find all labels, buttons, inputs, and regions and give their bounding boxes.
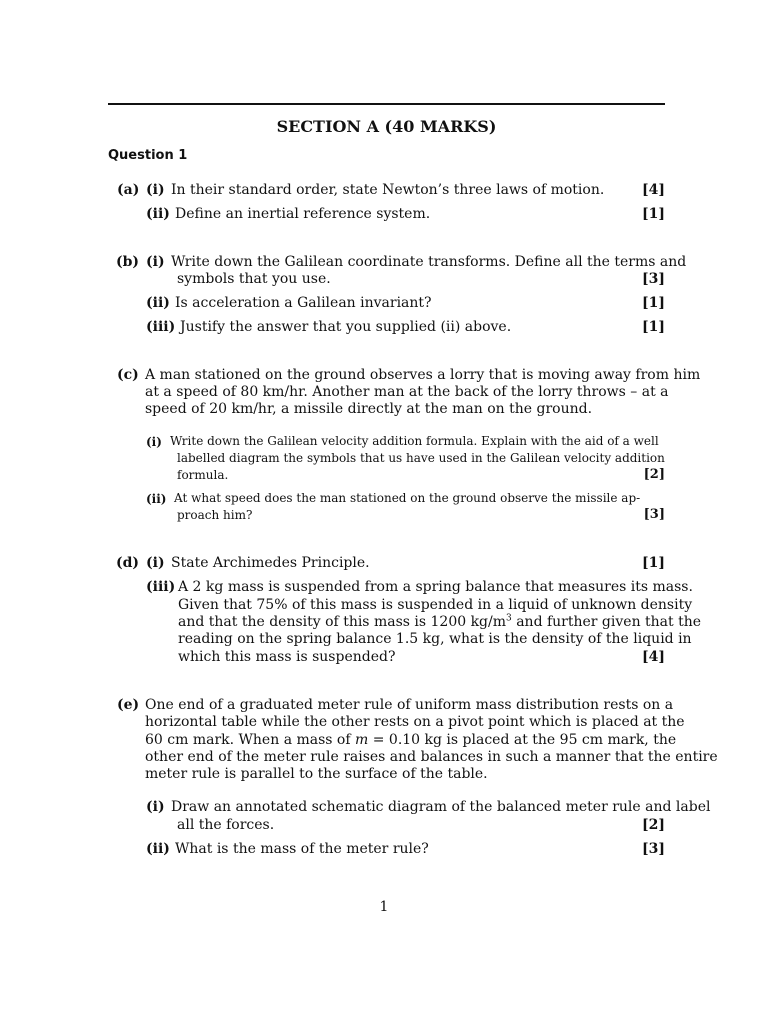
part-a-label: (a) <box>117 182 140 198</box>
part-d-iii-line5: which this mass is suspended? <box>178 649 396 665</box>
part-b-label: (b) <box>116 254 140 270</box>
part-c-i-line3: formula. <box>177 468 229 482</box>
part-c-ii-line1: At what speed does the man stationed on the ground observe the missile ap- <box>174 491 641 505</box>
part-b-iii-label: (iii) <box>146 319 176 335</box>
part-b-i-line1: Write down the Galilean coordinate transforms. Define all the terms and <box>171 254 687 270</box>
part-e-label: (e) <box>117 697 140 713</box>
part-e-ii-text: What is the mass of the meter rule? <box>175 841 429 857</box>
part-e-line2: horizontal table while the other rests on a pivot point which is placed at the <box>145 714 685 730</box>
part-c-label: (c) <box>117 367 139 383</box>
part-d-i-label: (i) <box>146 555 165 571</box>
part-b-ii-label: (ii) <box>146 295 170 311</box>
page-number: 1 <box>379 899 389 915</box>
part-c-i-line1: Write down the Galilean velocity addition formula. Explain with the aid of a well <box>170 434 659 448</box>
part-b-i-label: (i) <box>146 254 165 270</box>
part-b-i-line2: symbols that you use. <box>177 271 331 287</box>
part-c-ii-marks: [3] <box>643 507 665 522</box>
part-d-iii-line3: and that the density of this mass is 1200 $kg/m^3$ and further given that the <box>178 613 702 630</box>
part-a-ii-label: (ii) <box>146 206 170 222</box>
part-a-i-label: (i) <box>146 182 165 198</box>
part-c-i-label: (i) <box>146 435 162 449</box>
header-rule <box>108 103 665 105</box>
part-e-ii-marks: [3] <box>642 841 665 857</box>
part-a-i-text: In their standard order, state Newton’s three laws of motion. <box>171 182 605 198</box>
part-e-i-line1: Draw an annotated schematic diagram of the balanced meter rule and label <box>171 799 711 815</box>
part-d-label: (d) <box>116 555 140 571</box>
part-d-iii-line2: Given that 75% of this mass is suspended in a liquid of unknown density <box>178 597 693 613</box>
part-d-iii-line1: A 2 kg mass is suspended from a spring balance that measures its mass. <box>178 579 693 595</box>
part-e-line3: 60 cm mark. When a mass of m = 0.10 kg is placed at the 95 cm mark, the <box>145 732 677 748</box>
part-b-ii-marks: [1] <box>642 295 665 311</box>
part-c-line1: A man stationed on the ground observes a lorry that is moving away from him <box>145 367 701 383</box>
part-c-i-line2: labelled diagram the symbols that us have used in the Galilean velocity addition <box>177 451 665 465</box>
part-d-iii-marks: [4] <box>642 649 665 665</box>
part-c-ii-label: (ii) <box>146 492 167 506</box>
part-c-ii-line2: proach him? <box>177 508 253 522</box>
part-c-line3: speed of 20 km/hr, a missile directly at the man on the ground. <box>145 401 593 417</box>
part-b-i-marks: [3] <box>642 271 665 287</box>
part-d-iii-line4: reading on the spring balance 1.5 kg, what is the density of the liquid in <box>178 631 692 647</box>
part-c-line2: at a speed of 80 km/hr. Another man at the back of the lorry throws – at a <box>145 384 669 400</box>
part-e-line4: other end of the meter rule raises and balances in such a manner that the entire <box>145 749 718 765</box>
part-e-line5: meter rule is parallel to the surface of the table. <box>145 766 488 782</box>
part-a-ii-marks: [1] <box>642 206 665 222</box>
part-a-i-marks: [4] <box>642 182 665 198</box>
part-e-i-marks: [2] <box>642 817 665 833</box>
question-title: Question 1 <box>108 148 188 163</box>
part-d-i-marks: [1] <box>642 555 665 571</box>
part-e-i-line2: all the forces. <box>177 817 275 833</box>
part-d-i-text: State Archimedes Principle. <box>171 555 370 571</box>
part-e-i-label: (i) <box>146 799 165 815</box>
part-e-line1: One end of a graduated meter rule of uniform mass distribution rests on a <box>145 697 674 713</box>
part-d-iii-label: (iii) <box>146 579 176 595</box>
part-c-i-marks: [2] <box>643 467 665 482</box>
part-a-ii-text: Define an inertial reference system. <box>175 206 431 222</box>
part-e-ii-label: (ii) <box>146 841 170 857</box>
part-b-iii-text: Justify the answer that you supplied (ii) above. <box>180 319 512 335</box>
part-b-iii-marks: [1] <box>642 319 665 335</box>
section-title: SECTION A (40 MARKS) <box>276 117 497 136</box>
part-b-ii-text: Is acceleration a Galilean invariant? <box>175 295 432 311</box>
